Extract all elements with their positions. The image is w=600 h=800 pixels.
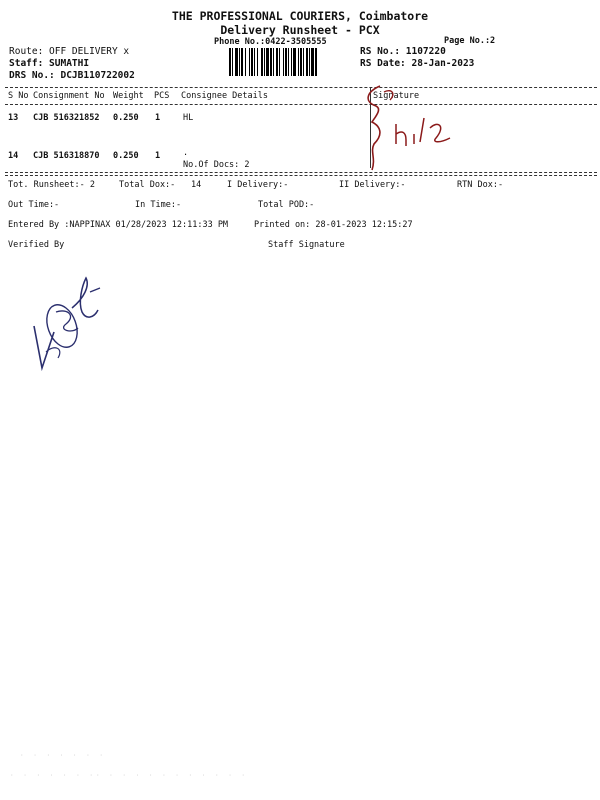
row-consignment: CJB 516318870 xyxy=(33,151,100,161)
total-dox-value: 14 xyxy=(191,180,202,190)
row-doc-count: No.Of Docs: 2 xyxy=(183,160,250,170)
row-weight: 0.250 xyxy=(113,151,139,161)
verified-by-label: Verified By xyxy=(8,240,65,250)
in-time: In Time:- xyxy=(135,200,182,210)
row-sno: 14 xyxy=(8,151,19,161)
staff-name: Staff: SUMATHI xyxy=(9,58,90,69)
row-sno: 13 xyxy=(8,113,19,123)
row-pcs: 1 xyxy=(155,113,161,123)
company-name: THE PROFESSIONAL COURIERS, Coimbatore xyxy=(171,9,429,23)
barcode-bar xyxy=(315,48,317,76)
ii-delivery: II Delivery:- xyxy=(339,180,406,190)
col-signature: Signature xyxy=(373,91,420,101)
drs-number: DRS No.: DCJB110722002 xyxy=(9,70,135,81)
route: Route: OFF DELIVERY x xyxy=(9,46,130,57)
rtn-dox: RTN Dox:- xyxy=(457,180,504,190)
row-weight: 0.250 xyxy=(113,113,139,123)
row-consignment: CJB 516321852 xyxy=(33,113,100,123)
report-title: Delivery Runsheet - PCX xyxy=(220,23,380,37)
i-delivery: I Delivery:- xyxy=(227,180,289,190)
col-sno: S No xyxy=(8,91,29,101)
rs-number: RS No.: 1107220 xyxy=(360,46,446,57)
total-pod: Total POD:- xyxy=(258,200,315,210)
table-top-rule xyxy=(5,87,597,88)
total-runsheet: Tot. Runsheet:- 2 xyxy=(8,180,95,190)
out-time: Out Time:- xyxy=(8,200,60,210)
table-header-rule xyxy=(5,104,597,105)
totals-top-rule-2 xyxy=(5,175,597,176)
scan-noise: · · · · · · ·· · · · · · · · · · · · xyxy=(10,772,249,779)
phone-number: Phone No.:0422-3505555 xyxy=(214,37,327,47)
total-dox-label: Total Dox:- xyxy=(119,180,176,190)
col-weight: Weight xyxy=(113,91,144,101)
col-pcs: PCS xyxy=(154,91,170,101)
row-details: HL xyxy=(183,113,194,123)
col-consignment: Consignment No xyxy=(33,91,105,101)
rs-date: RS Date: 28-Jan-2023 xyxy=(360,58,475,69)
page-number: Page No.:2 xyxy=(444,36,496,46)
col-consignee: Consignee Details xyxy=(181,91,268,101)
staff-signature-label: Staff Signature xyxy=(268,240,345,250)
delivery-signature xyxy=(362,82,462,174)
scan-noise: · · · · · · · xyxy=(20,752,106,759)
printed-on: Printed on: 28-01-2023 12:15:27 xyxy=(254,220,413,230)
totals-top-rule xyxy=(5,172,597,173)
row-pcs: 1 xyxy=(155,151,161,161)
entered-by: Entered By :NAPPINAX 01/28/2023 12:11:33 PM xyxy=(8,220,229,230)
row-details: . xyxy=(183,148,189,158)
verifier-signature xyxy=(28,268,108,378)
barcode xyxy=(229,48,353,76)
